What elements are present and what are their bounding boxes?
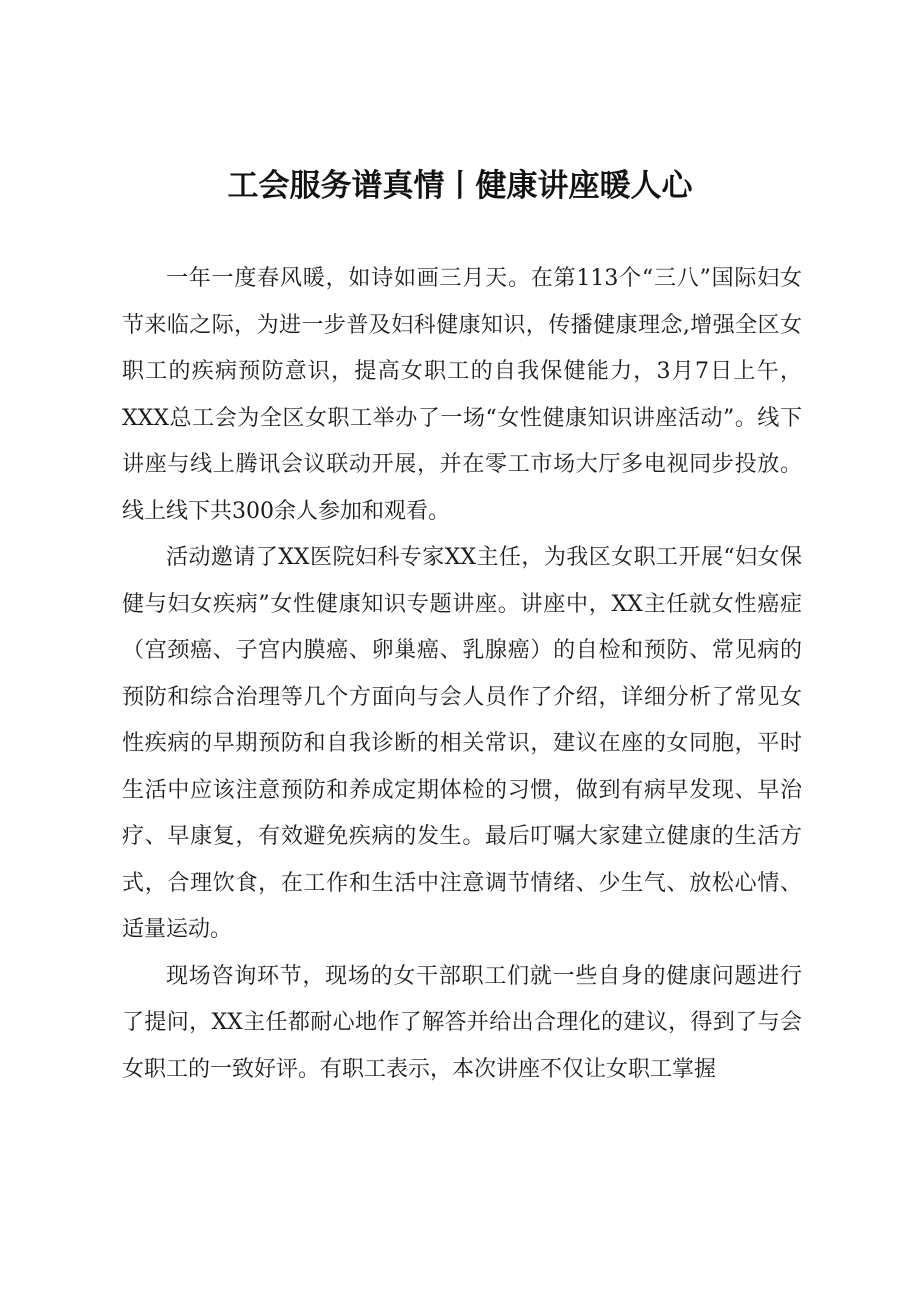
paragraph-consultation: 现场咨询环节，现场的女干部职工们就一些自身的健康问题进行了提问，XX主任都耐心地作了解答并给出合理化的建议，得到了与会女职工的一致好评。有职工表示，本次讲座不仅让女职工掌握 [122,963,802,1082]
paragraph-intro: 一年一度春风暖，如诗如画三月天。在第113个“三八”国际妇女节来临之际，为进一步普及妇科健康知识，传播健康理念,增强全区女职工的疾病预防意识，提高女职工的自我保健能力，3月7日上午，XXX总工会为全区女职工举办了一场“女性健康知识讲座活动”。线下讲座与线上腾讯会议联动开展，并在零工市场大厅多电视同步投放。线上线下共300余人参加和观看。 [122,266,802,524]
paragraph-lecture: 活动邀请了XX医院妇科专家XX主任，为我区女职工开展“妇女保健与妇女疾病”女性健康知识专题讲座。讲座中，XX主任就女性癌症（宫颈癌、子宫内膜癌、卵巢癌、乳腺癌）的自检和预防、常见病的预防和综合治理等几个方面向与会人员作了介绍，详细分析了常见女性疾病的早期预防和自我诊断的相关常识，建议在座的女同胞，平时生活中应该注意预防和养成定期体检的习惯，做到有病早发现、早治疗、早康复，有效避免疾病的发生。最后叮嘱大家建立健康的生活方式，合理饮食，在工作和生活中注意调节情绪、少生气、放松心情、适量运动。 [122,545,802,942]
page-title: 工会服务谱真情丨健康讲座暖人心 [227,168,693,204]
article-body [122,256,802,1093]
